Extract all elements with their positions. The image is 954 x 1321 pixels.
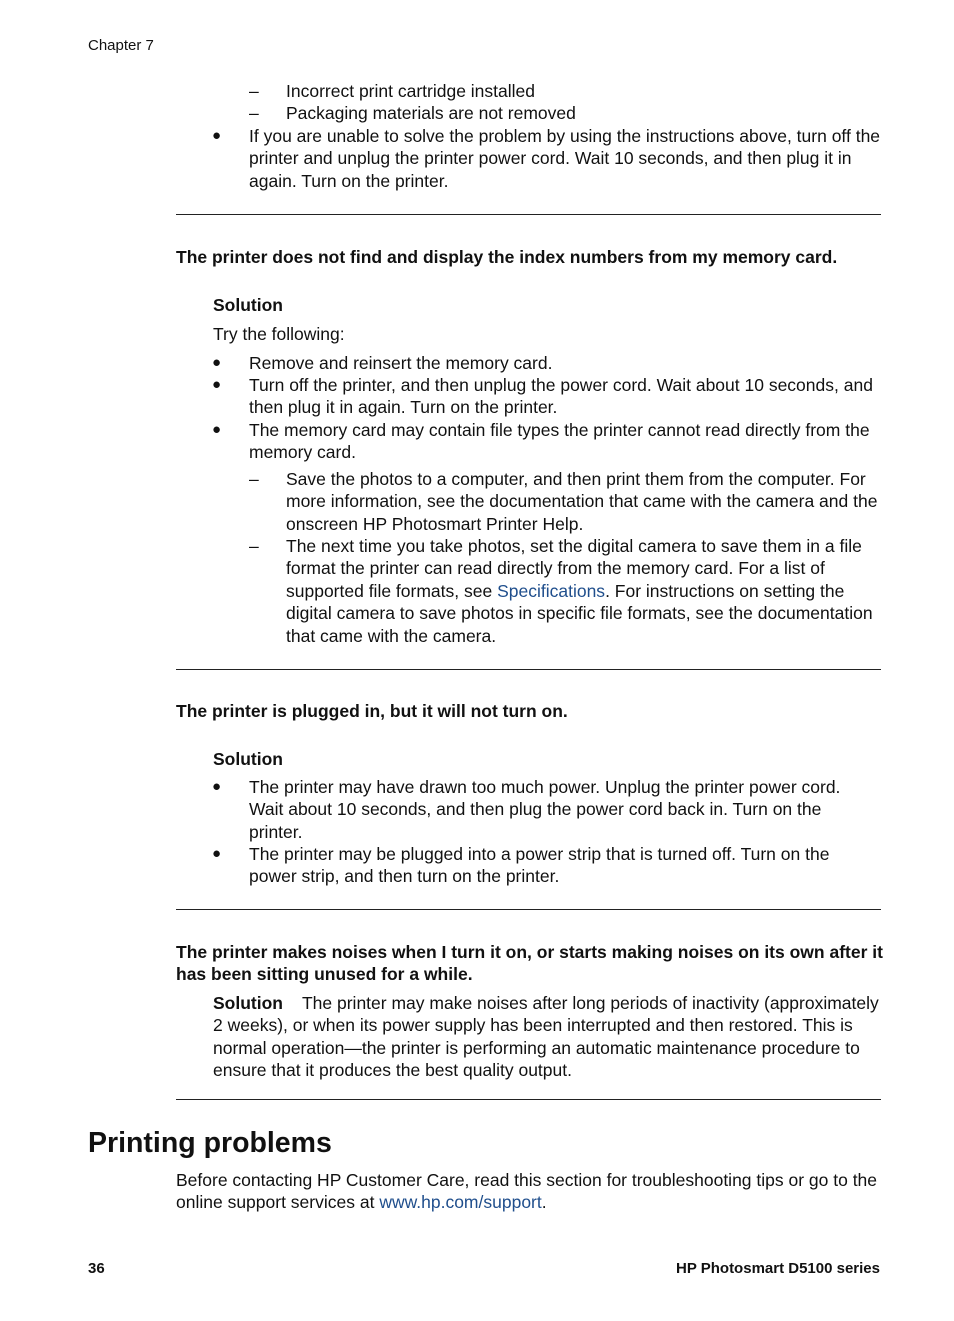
specifications-link[interactable]: Specifications	[497, 580, 606, 601]
solution-label: Solution	[213, 295, 283, 315]
support-link[interactable]: www.hp.com/support	[379, 1192, 542, 1213]
list-item-text: The memory card may contain file types the printer cannot read directly from the memory card.	[249, 420, 870, 463]
list-item-text: If you are unable to solve the problem by using the instructions above, turn off the printer and unplug the printer power cord. Wait 10 seconds, and then plug it in again. Turn on the printer.	[249, 126, 881, 191]
list-item-text: Remove and reinsert the memory card.	[249, 353, 553, 373]
solution-label: Solution	[213, 749, 283, 769]
product-name: HP Photosmart D5100 series	[676, 1260, 880, 1277]
section-divider	[176, 1099, 881, 1100]
question-heading: The printer makes noises when I turn it on, or starts making noises on its own after it has been sitting unused for a while.	[176, 942, 883, 985]
list-item-text	[286, 535, 886, 647]
question-heading: The printer is plugged in, but it will not turn on.	[176, 701, 568, 721]
question-heading: The printer does not find and display the index numbers from my memory card.	[176, 247, 838, 267]
solution-label: Solution	[213, 993, 283, 1013]
chapter-header: Chapter 7	[88, 37, 154, 54]
solution-paragraph	[213, 992, 881, 1082]
bullet-marker: ●	[212, 354, 222, 371]
list-item-text: Packaging materials are not removed	[286, 103, 576, 123]
bullet-marker: ●	[212, 778, 222, 795]
list-item-text: The printer may have drawn too much power. Unplug the printer power cord. Wait about 10 seconds, and then plug the power cord back in. Turn on the printer.	[249, 777, 841, 842]
list-item-text: Save the photos to a computer, and then print them from the computer. For more information, see the documentation that came with the camera and the onscreen HP Photosmart Printer Help.	[286, 469, 878, 534]
solution-text: The printer may make noises after long periods of inactivity (approximately 2 weeks), or when its power supply has been interrupted and then restored. This is normal operation—the printer is performing an automatic maintenance procedure to ensure that it produces the best quality output.	[213, 993, 879, 1081]
list-item-text-part: The next time you take photos, set the digital camera to save them in a file format the printer can read directly from the memory card. For a list of supported file formats, see	[286, 536, 862, 601]
list-item-text: Turn off the printer, and then unplug the power cord. Wait about 10 seconds, and then plug it in again. Turn on the printer.	[249, 375, 873, 418]
section-divider	[176, 669, 881, 670]
section-divider	[176, 909, 881, 910]
intro-text: Before contacting HP Customer Care, read this section for troubleshooting tips or go to the online support services at	[176, 1170, 878, 1213]
bullet-marker: ●	[212, 421, 222, 438]
bullet-marker: ●	[212, 127, 222, 144]
intro-text-end: .	[541, 1192, 547, 1213]
list-item-text: The printer may be plugged into a power strip that is turned off. Turn on the power strip, and then turn on the printer.	[249, 844, 830, 887]
section-divider	[176, 214, 881, 215]
page-number: 36	[88, 1260, 105, 1277]
dash-marker: –	[249, 81, 259, 101]
dash-marker: –	[249, 103, 259, 123]
solution-intro: Try the following:	[213, 324, 345, 344]
bullet-marker: ●	[212, 376, 222, 393]
dash-marker: –	[249, 536, 259, 556]
section-title: Printing problems	[88, 1127, 332, 1159]
intro-paragraph	[176, 1169, 888, 1214]
bullet-marker: ●	[212, 845, 222, 862]
dash-marker: –	[249, 469, 259, 489]
list-item-text: Incorrect print cartridge installed	[286, 81, 535, 101]
list-item-text-part: . For instructions on setting the digital camera to save photos in specific file formats, see the documentation that came with the camera.	[286, 580, 873, 646]
